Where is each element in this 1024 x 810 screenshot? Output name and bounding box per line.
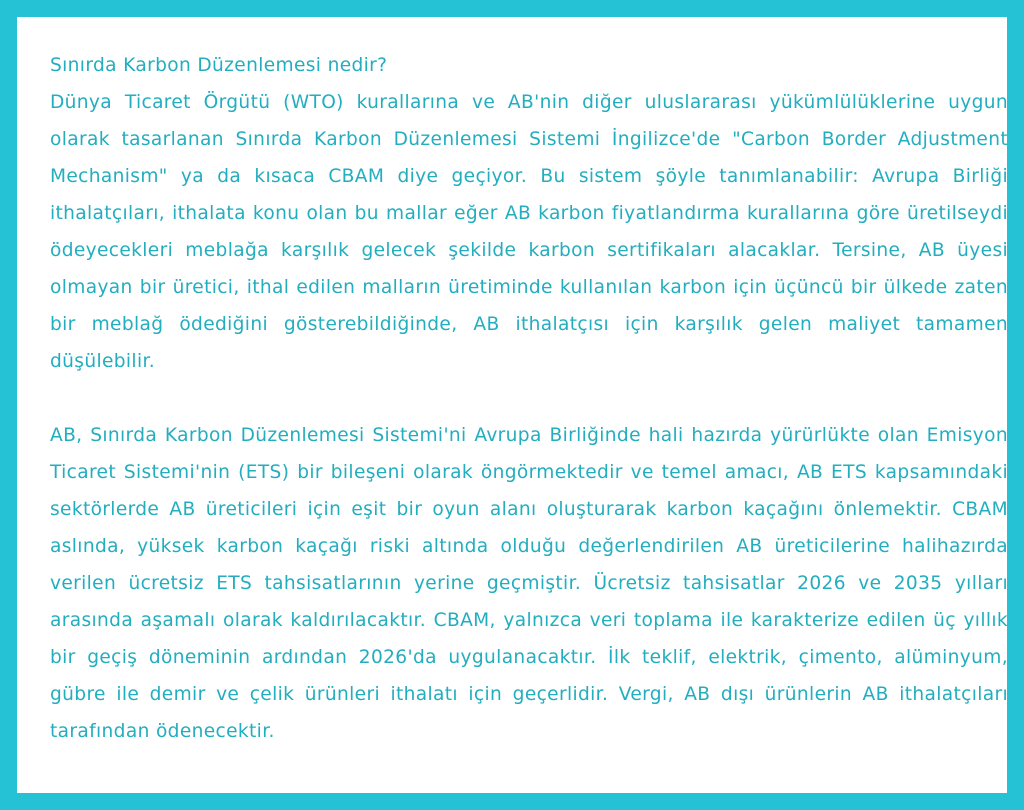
document-title: Sınırda Karbon Düzenlemesi nedir? xyxy=(50,55,388,76)
document-body xyxy=(50,47,1008,750)
paragraph-definition: Dünya Ticaret Örgütü (WTO) kurallarına ve AB'nin diğer uluslararası yükümlülüklerine uygun olarak tasarlanan Sınırda Karbon Düzenlemesi Sistemi İngilizce'de "Carbon Border Adjustment Mechanism" ya da kısaca CBAM diye geçiyor. Bu sistem şöyle tanımlanabilir: Avrupa Birliği ithalatçıları, ithalata konu olan bu mallar eğer AB karbon fiyatlandırma kurallarına göre üretilseydi ödeyecekleri meblağa karşılık gelecek şekilde karbon sertifikaları alacaklar. Tersine, AB üyesi olmayan bir üretici, ithal edilen malların üretiminde kullanılan karbon için üçüncü bir ülkede zaten bir meblağ ödediğini gösterebildiğinde, AB ithalatçısı için karşılık gelen maliyet tamamen düşülebilir. xyxy=(50,92,1008,372)
paragraph-purpose: AB, Sınırda Karbon Düzenlemesi Sistemi'ni Avrupa Birliğinde hali hazırda yürürlükte olan Emisyon Ticaret Sistemi'nin (ETS) bir bileşeni olarak öngörmektedir ve temel amacı, AB ETS kapsamındaki sektörlerde AB üreticileri için eşit bir oyun alanı oluşturarak karbon kaçağını önlemektir. CBAM aslında, yüksek karbon kaçağı riski altında olduğu değerlendirilen AB üreticilerine halihazırda verilen ücretsiz ETS tahsisatlarının yerine geçmiştir. Ücretsiz tahsisatlar 2026 ve 2035 yılları arasında aşamalı olarak kaldırılacaktır. CBAM, yalnızca veri toplama ile karakterize edilen üç yıllık bir geçiş döneminin ardından 2026'da uygulanacaktır. İlk teklif, elektrik, çimento, alüminyum, gübre ile demir ve çelik ürünleri ithalatı için geçerlidir. Vergi, AB dışı ürünlerin AB ithalatçıları tarafından ödenecektir. xyxy=(50,425,1008,742)
